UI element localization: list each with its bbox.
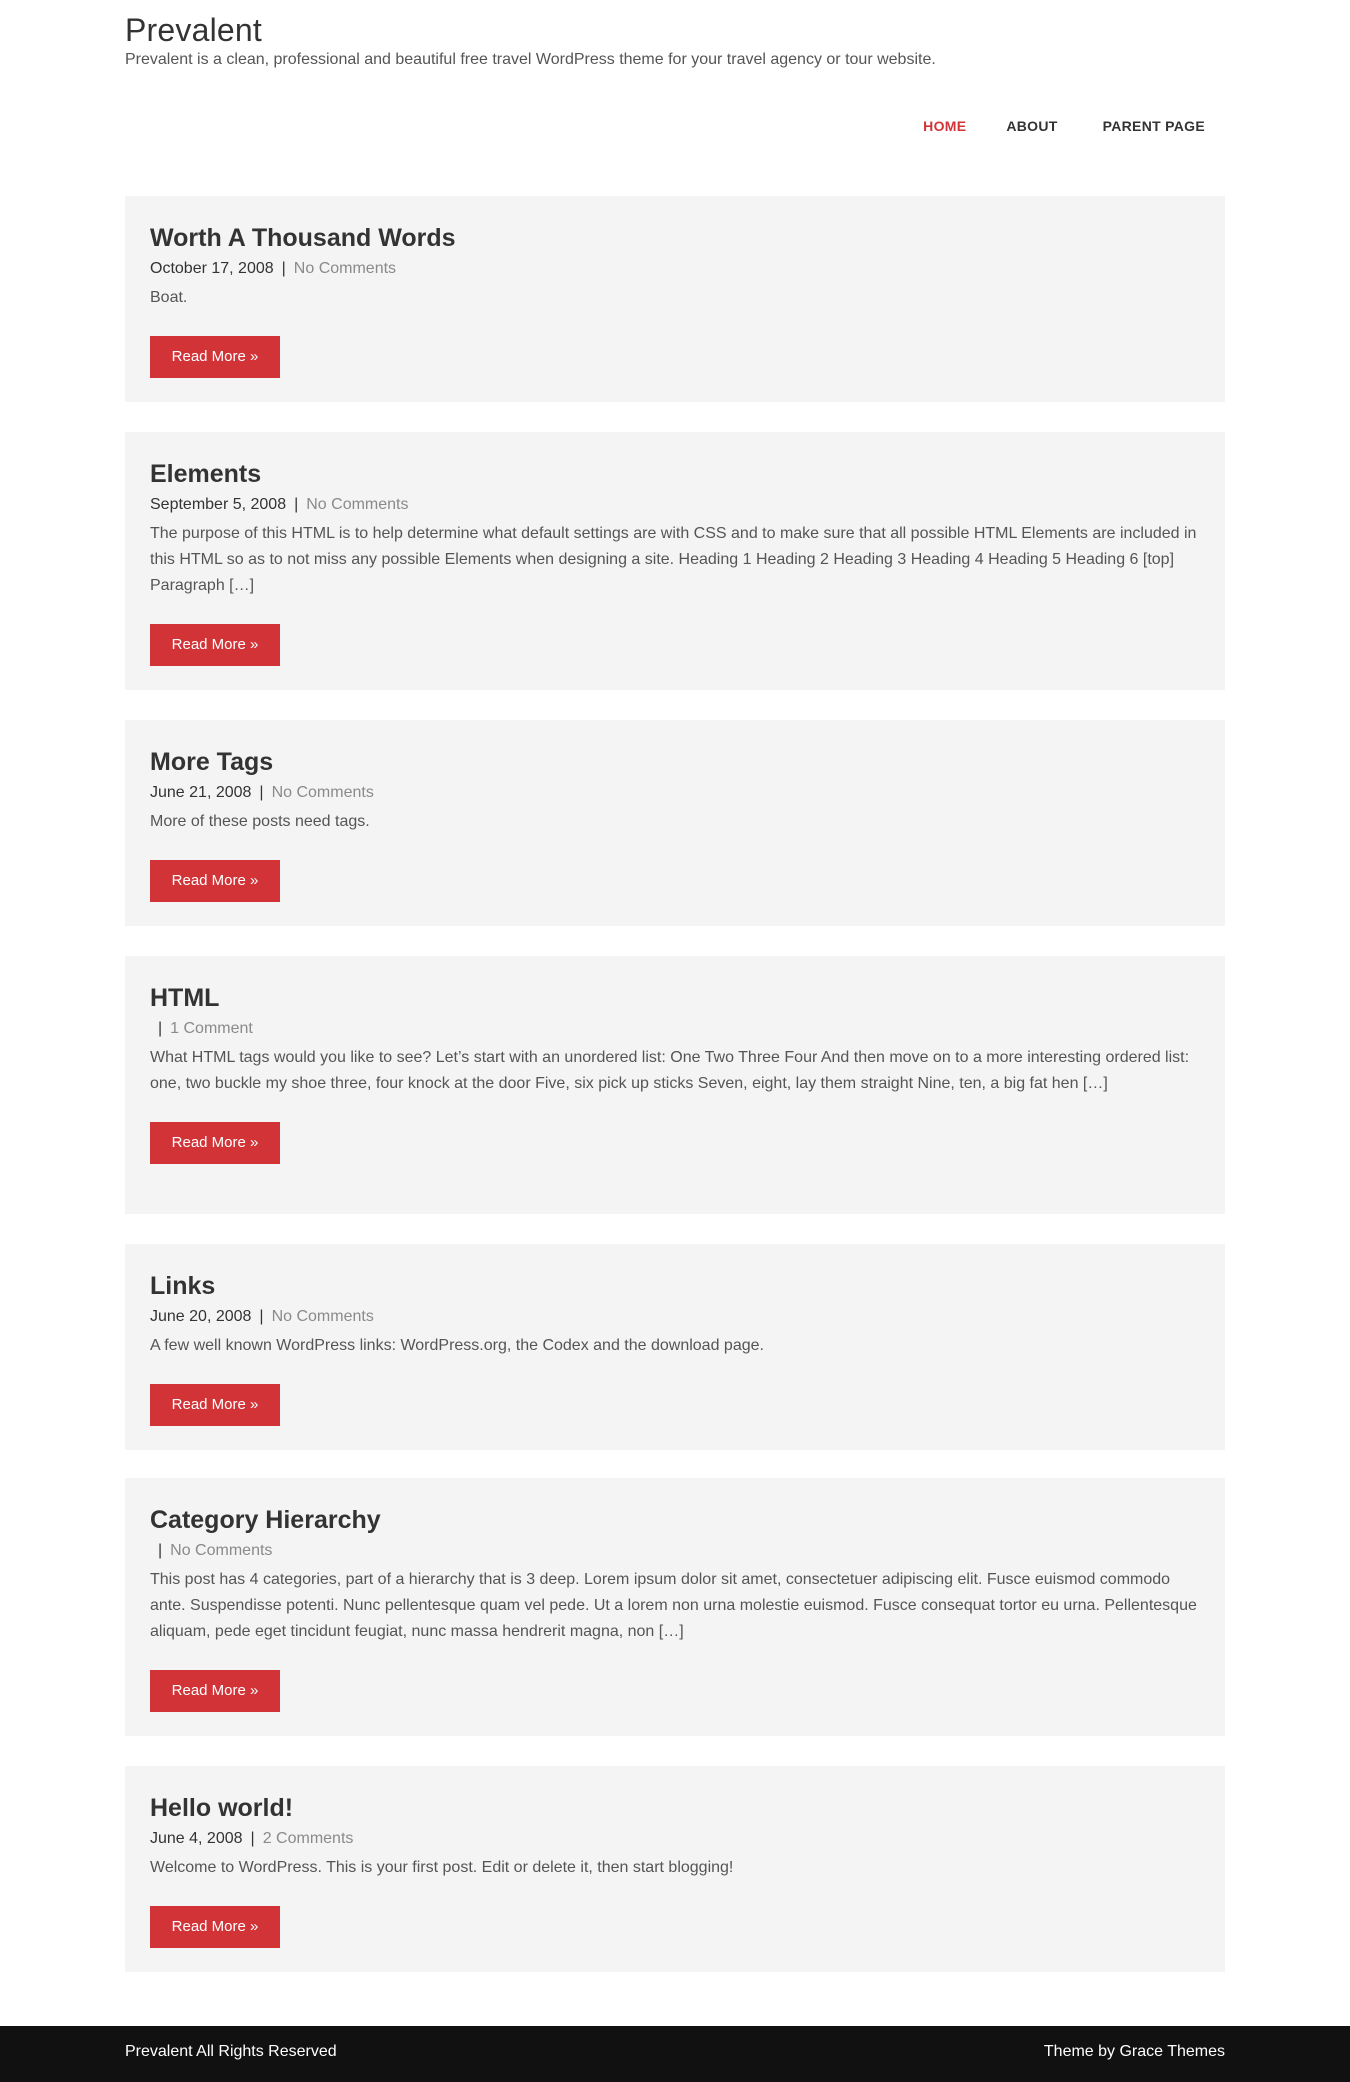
post-excerpt: More of these posts need tags.: [150, 813, 370, 830]
comments-link[interactable]: 1 Comment: [170, 1020, 253, 1037]
post-card: [125, 196, 1225, 402]
meta-separator: |: [158, 1542, 163, 1559]
comments-link[interactable]: No Comments: [306, 496, 409, 513]
meta-separator: |: [281, 260, 286, 277]
footer-copyright: Prevalent All Rights Reserved: [125, 2043, 337, 2060]
nav-item-home[interactable]: HOME: [923, 118, 967, 134]
meta-separator: |: [250, 1830, 255, 1847]
post-excerpt: A few well known WordPress links: WordPress.org, the Codex and the download page.: [150, 1337, 764, 1354]
post-title[interactable]: Links: [150, 1272, 216, 1300]
read-more-button[interactable]: Read More »: [150, 1906, 280, 1948]
read-more-button[interactable]: Read More »: [150, 336, 280, 378]
site-header: [125, 0, 1225, 160]
post-date: October 17, 2008: [150, 260, 274, 277]
read-more-button[interactable]: Read More »: [150, 624, 280, 666]
post-title[interactable]: Elements: [150, 460, 262, 488]
post-meta: [150, 1303, 1200, 1331]
nav-item-parent-page[interactable]: PARENT PAGE: [1102, 118, 1205, 134]
meta-separator: |: [259, 784, 264, 801]
post-meta: [150, 491, 1200, 519]
post-card: [125, 1766, 1225, 1972]
post-meta: [150, 1537, 1200, 1565]
post-title[interactable]: More Tags: [150, 748, 274, 776]
post-card: [125, 720, 1225, 926]
post-excerpt: The purpose of this HTML is to help determine what default settings are with CSS and to make sure that all possible HTML Elements are included in this HTML so as to not miss any possible Elements when designing a site. Heading 1 Heading 2 Heading 3 Heading 4 Heading 5 Heading 6 [top] Paragraph […]: [150, 525, 1197, 594]
read-more-button[interactable]: Read More »: [150, 1122, 280, 1164]
post-title[interactable]: Hello world!: [150, 1794, 294, 1822]
comments-link[interactable]: 2 Comments: [262, 1830, 354, 1847]
main-navigation: [923, 118, 1205, 134]
post-card: [125, 1478, 1225, 1736]
nav-item-about[interactable]: ABOUT: [1006, 118, 1058, 134]
post-meta: [150, 779, 1200, 807]
footer-theme-credit[interactable]: Theme by Grace Themes: [1043, 2043, 1225, 2060]
post-date: June 4, 2008: [150, 1830, 243, 1847]
post-excerpt: What HTML tags would you like to see? Let’s start with an unordered list: One Two Three Four And then move on to a more interesting ordered list: one, two buckle my shoe three, four knock at the door Five, six pick up sticks Seven, eight, lay them straight Nine, ten, a big fat hen […]: [150, 1049, 1190, 1092]
post-card: [125, 432, 1225, 690]
meta-separator: |: [294, 496, 299, 513]
post-date: September 5, 2008: [150, 496, 287, 513]
read-more-button[interactable]: Read More »: [150, 860, 280, 902]
post-excerpt: Welcome to WordPress. This is your first post. Edit or delete it, then start blogging!: [150, 1859, 734, 1876]
comments-link[interactable]: No Comments: [170, 1542, 273, 1559]
post-excerpt: Boat.: [150, 289, 188, 306]
comments-link[interactable]: No Comments: [293, 260, 397, 277]
post-date: June 20, 2008: [150, 1308, 252, 1325]
site-footer: [0, 2026, 1350, 2082]
post-card: [125, 956, 1225, 1214]
site-title[interactable]: Prevalent: [125, 12, 262, 48]
post-meta: [150, 1015, 1200, 1043]
post-date: June 21, 2008: [150, 784, 252, 801]
read-more-button[interactable]: Read More »: [150, 1384, 280, 1426]
post-title[interactable]: Worth A Thousand Words: [150, 224, 456, 252]
post-title[interactable]: HTML: [150, 984, 220, 1012]
meta-separator: |: [259, 1308, 264, 1325]
post-card: [125, 1244, 1225, 1450]
post-meta: [150, 255, 1200, 283]
post-meta: [150, 1825, 1200, 1853]
comments-link[interactable]: No Comments: [271, 1308, 374, 1325]
meta-separator: |: [158, 1020, 163, 1037]
read-more-button[interactable]: Read More »: [150, 1670, 280, 1712]
post-title[interactable]: Category Hierarchy: [150, 1506, 381, 1534]
comments-link[interactable]: No Comments: [271, 784, 374, 801]
post-excerpt: This post has 4 categories, part of a hierarchy that is 3 deep. Lorem ipsum dolor sit amet, consectetuer adipiscing elit. Fusce euismod commodo ante. Suspendisse potenti. Nunc pellentesque quam vel pede. Ut a lorem non urna molestie euismod. Fusce consequat tortor eu urna. Pellentesque aliquam, pede eget tincidunt feugiat, nunc massa hendrerit magna, non […]: [150, 1571, 1197, 1640]
site-description: Prevalent is a clean, professional and beautiful free travel WordPress theme for your travel agency or tour website.: [125, 51, 936, 68]
